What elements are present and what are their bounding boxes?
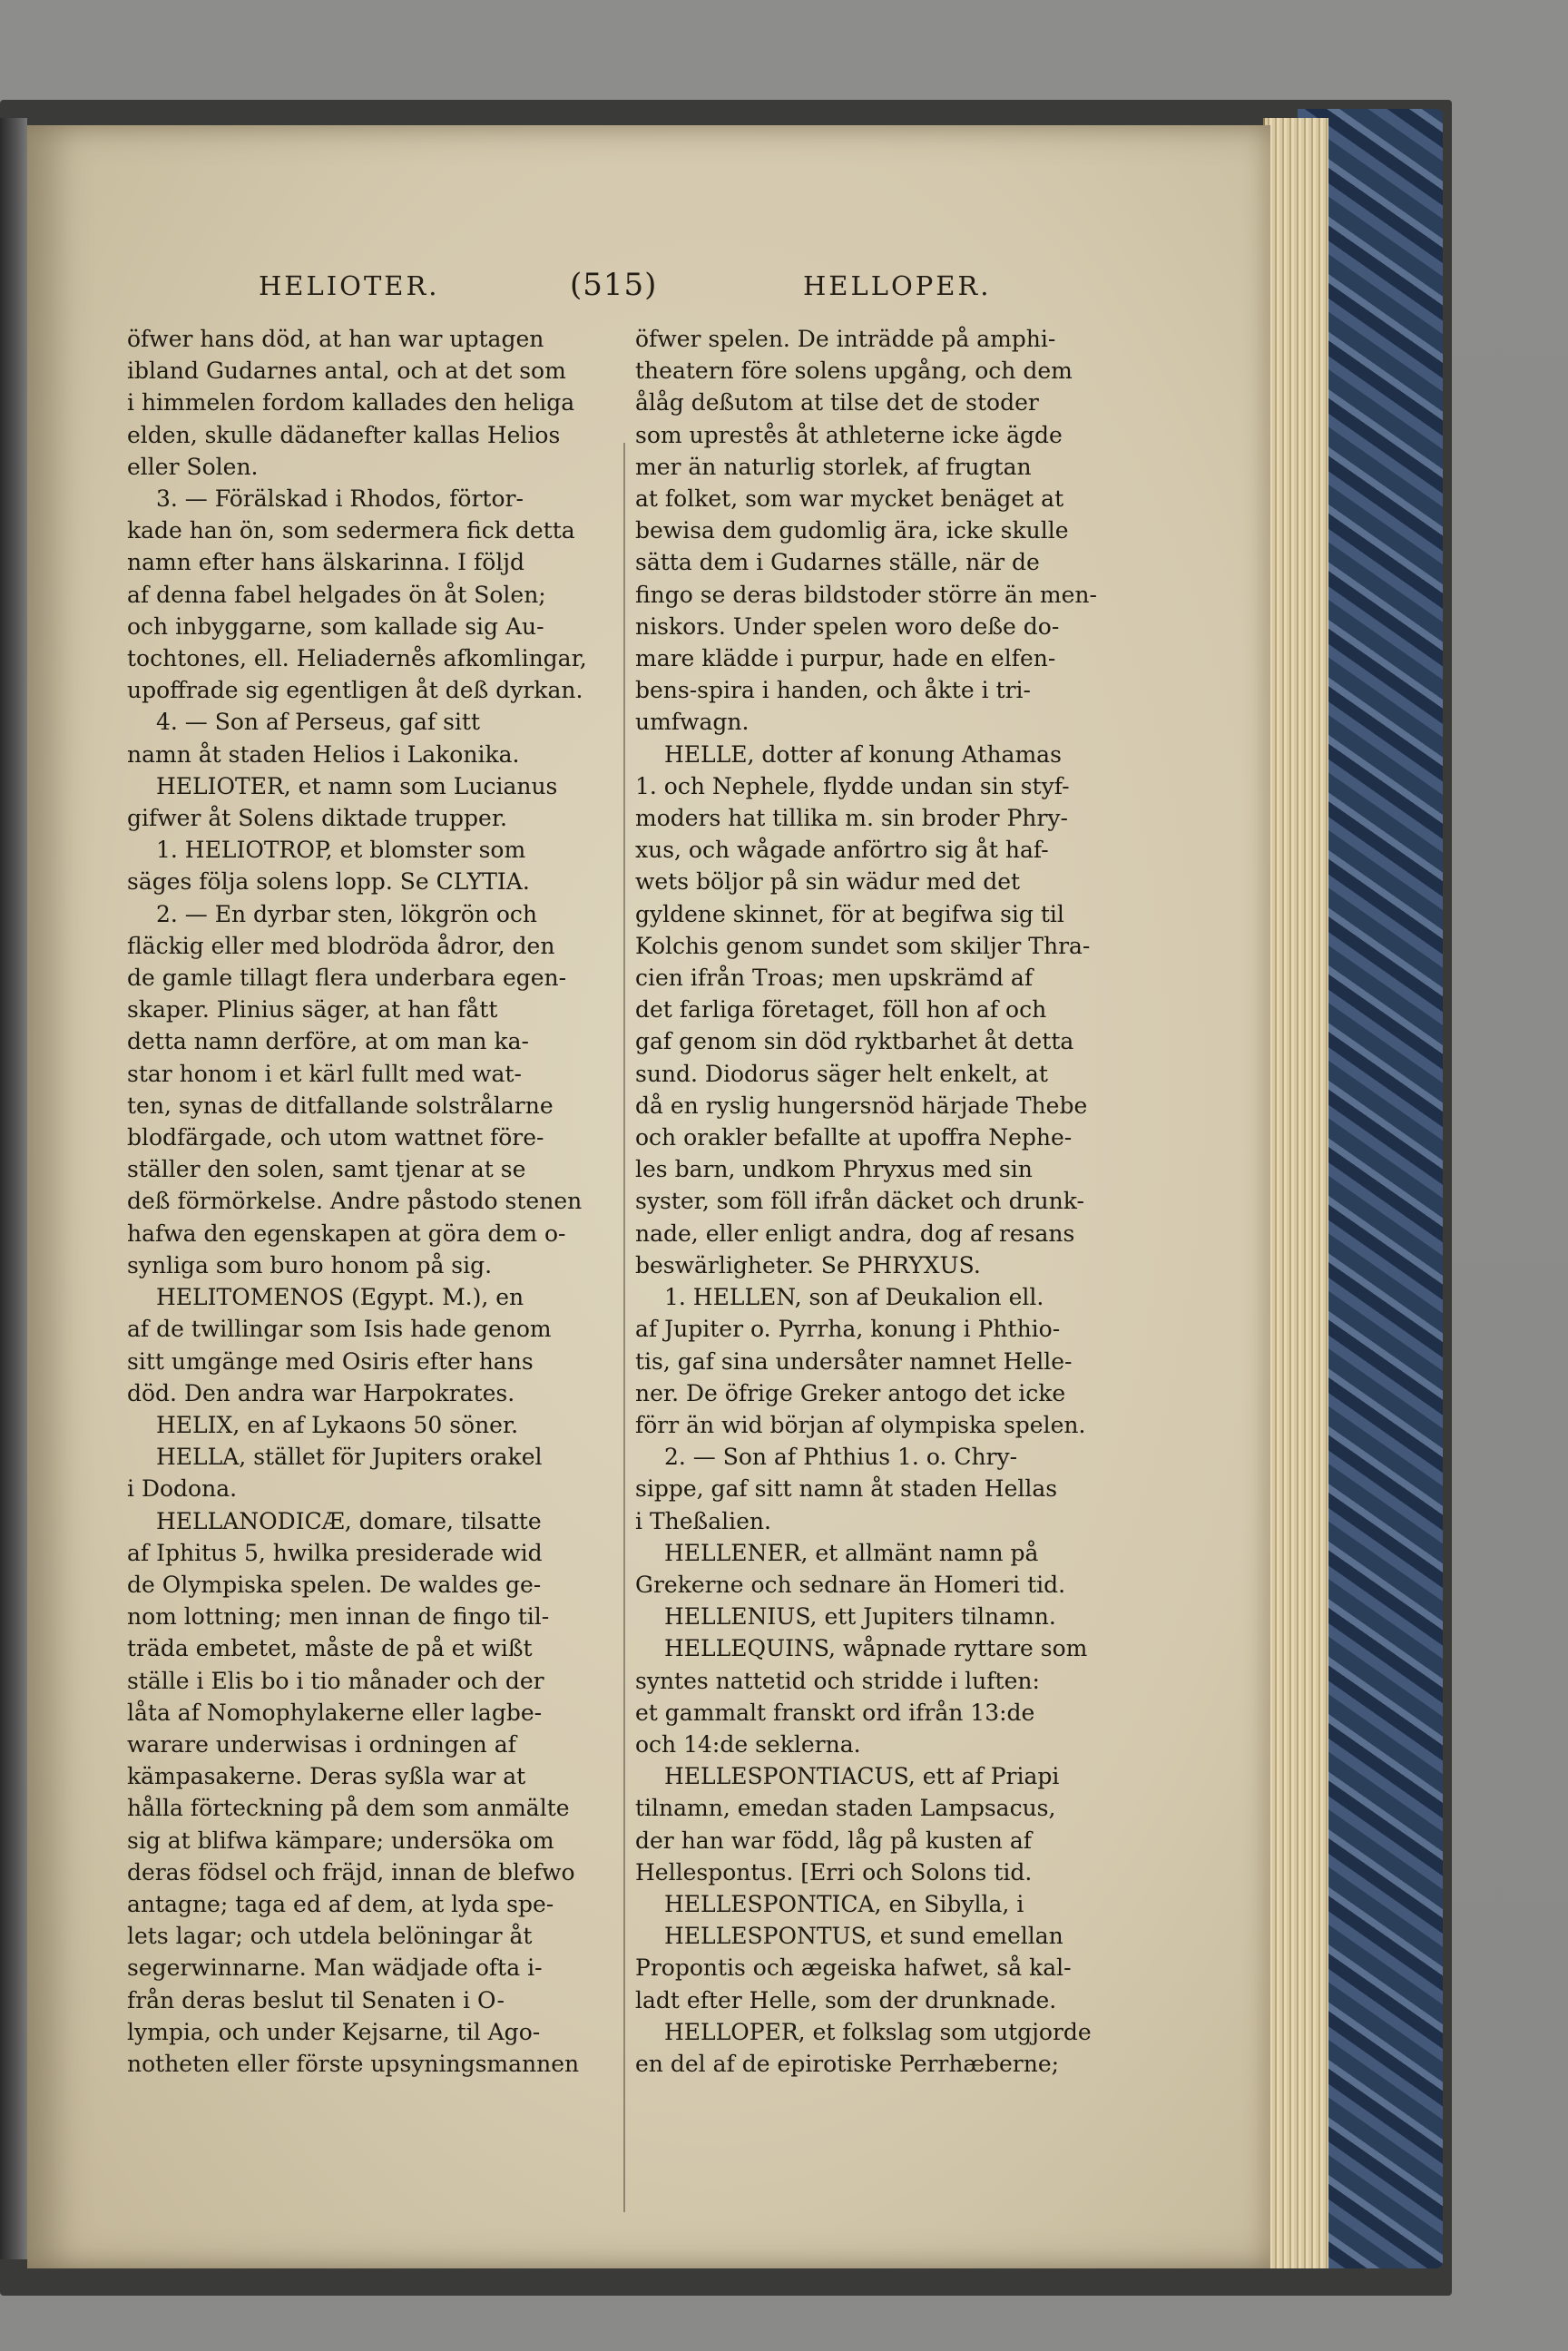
text-line: fingo se deras bildstoder större än men- xyxy=(635,581,1097,608)
text-line: ner. De öfrige Greker antogo det icke xyxy=(635,1379,1066,1406)
text-line: HELITOMENOS (Egypt. M.), en xyxy=(156,1284,524,1311)
text-line: HELLENER, et allmänt namn på xyxy=(664,1539,1039,1566)
text-line: tis, gaf sina undersåter namnet Helle- xyxy=(635,1347,1073,1375)
text-line: 1. och Nephele, flydde undan sin styf- xyxy=(635,772,1070,799)
text-line: skaper. Plinius säger, at han fått xyxy=(127,996,498,1024)
text-line: der han war född, låg på kusten af xyxy=(635,1827,1032,1854)
text-line: och orakler befallte at upoffra Nephe- xyxy=(635,1124,1073,1151)
text-line: af Iphitus 5, hwilka presiderade wid xyxy=(127,1539,543,1566)
text-line: sig at blifwa kämpare; undersöka om xyxy=(127,1827,554,1854)
text-line: HELLESPONTUS, et sund emellan xyxy=(664,1923,1063,1950)
text-line: ställer den solen, samt tjenar at se xyxy=(127,1156,526,1183)
text-line: i Theßalien. xyxy=(635,1507,771,1534)
text-line: HELLESPONTICA, en Sibylla, i xyxy=(664,1890,1024,1917)
text-line: upoffrade sig egentligen åt deß dyrkan. xyxy=(127,677,583,704)
text-line: sätta dem i Gudarnes ställe, när de xyxy=(635,549,1040,576)
text-line: 3. — Förälskad i Rhodos, förtor- xyxy=(156,485,524,513)
text-line: 1. HELLEN, son af Deukalion ell. xyxy=(664,1284,1044,1311)
text-line: les barn, undkom Phryxus med sin xyxy=(635,1156,1033,1183)
text-line: HELLEQUINS, wåpnade ryttare som xyxy=(664,1635,1088,1662)
text-line: gifwer åt Solens diktade trupper. xyxy=(127,805,507,832)
page-edges xyxy=(1263,118,1328,2268)
text-line: lympia, och under Kejsarne, til Ago- xyxy=(127,2018,541,2045)
text-line: kämpasakerne. Deras syßla war at xyxy=(127,1763,526,1790)
text-line: namn efter hans älskarinna. I följd xyxy=(127,549,525,576)
text-line: tochtones, ell. Heliaderne̊s afkomlingar, xyxy=(127,645,587,672)
text-line: då en ryslig hungersnöd härjade Thebe xyxy=(635,1092,1088,1119)
text-line: ten, synas de ditfallande solstrålarne xyxy=(127,1092,554,1119)
text-line: af Jupiter o. Pyrrha, konung i Phthio- xyxy=(635,1316,1061,1343)
text-line: en del af de epirotiske Perrhæberne; xyxy=(635,2050,1060,2077)
text-line: de gamle tillagt flera underbara egen- xyxy=(127,965,567,992)
text-line: HELIX, en af Lykaons 50 söner. xyxy=(156,1411,519,1438)
text-line: 2. — En dyrbar sten, lökgrön och xyxy=(156,900,537,927)
text-line: af de twillingar som Isis hade genom xyxy=(127,1316,552,1343)
text-line: syster, som föll ifrån däcket och drunk- xyxy=(635,1188,1084,1215)
text-line: och inbyggarne, som kallade sig Au- xyxy=(127,612,544,640)
text-line: ställe i Elis bo i tio månader och der xyxy=(127,1667,544,1694)
column-divider xyxy=(623,443,625,2212)
text-line: ladt efter Helle, som der drunknade. xyxy=(635,1986,1057,2013)
page-number: (515) xyxy=(570,267,658,303)
text-line: som upreste̊s åt athleterne icke ägde xyxy=(635,421,1063,448)
text-line: Hellespontus. [Erri och Solons tid. xyxy=(635,1858,1033,1886)
text-line: det farliga företaget, föll hon af och xyxy=(635,996,1047,1024)
text-line: fläckig eller med blodröda ådror, den xyxy=(127,932,555,959)
text-line: beswärligheter. Se PHRYXUS. xyxy=(635,1251,981,1278)
text-line: säges följa solens lopp. Se CLYTIA. xyxy=(127,868,530,896)
text-line: star honom i et kärl fullt med wat- xyxy=(127,1060,522,1087)
text-line: hålla förteckning på dem som anmälte xyxy=(127,1795,570,1822)
text-line: namn åt staden Helios i Lakonika. xyxy=(127,740,520,768)
text-line: warare underwisas i ordningen af xyxy=(127,1730,516,1758)
running-head-left: HELIOTER. xyxy=(259,270,440,301)
text-line: blodfärgade, och utom wattnet före- xyxy=(127,1124,544,1151)
text-line: gaf genom sin död ryktbarhet åt detta xyxy=(635,1028,1074,1055)
text-line: 1. HELIOTROP, et blomster som xyxy=(156,837,526,864)
text-line: et gammalt franskt ord ifrån 13:de xyxy=(635,1699,1035,1726)
running-head-right: HELLOPER. xyxy=(803,270,992,301)
text-line: syntes nattetid och stridde i luften: xyxy=(635,1667,1040,1694)
text-line: af denna fabel helgades ön åt Solen; xyxy=(127,581,546,608)
text-line: Kolchis genom sundet som skiljer Thra- xyxy=(635,932,1091,959)
text-line: moders hat tillika m. sin broder Phry- xyxy=(635,805,1068,832)
text-line: 4. — Son af Perseus, gaf sitt xyxy=(156,709,480,736)
text-line: at folket, som war mycket benäget at xyxy=(635,485,1064,513)
text-line: mer än naturlig storlek, af frugtan xyxy=(635,453,1032,480)
text-line: synliga som buro honom på sig. xyxy=(127,1251,493,1278)
running-head xyxy=(27,267,1270,316)
text-line: 2. — Son af Phthius 1. o. Chry- xyxy=(664,1444,1018,1471)
text-line: bens-spira i handen, och åkte i tri- xyxy=(635,677,1031,704)
text-line: hafwa den egenskapen at göra dem o- xyxy=(127,1220,566,1247)
text-line: umfwagn. xyxy=(635,709,750,736)
text-line: lets lagar; och utdela belöningar åt xyxy=(127,1923,533,1950)
text-line: HELLOPER, et folkslag som utgjorde xyxy=(664,2018,1092,2045)
text-line: och 14:de seklerna. xyxy=(635,1730,861,1758)
text-line: låta af Nomophylakerne eller lagbe- xyxy=(127,1699,543,1726)
text-line: ålåg deßutom at tilse det de stoder xyxy=(635,389,1039,416)
text-line: i himmelen fordom kallades den heliga xyxy=(127,389,575,416)
text-line: öfwer hans död, at han war uptagen xyxy=(127,326,544,352)
text-line: deras födsel och fräjd, innan de blefwo xyxy=(127,1858,575,1886)
text-line: Grekerne och sednare än Homeri tid. xyxy=(635,1571,1066,1598)
text-line: xus, och wågade anförtro sig åt haf- xyxy=(635,837,1049,864)
text-line: bewisa dem gudomlig ära, icke skulle xyxy=(635,517,1069,544)
text-line: ibland Gudarnes antal, och at det som xyxy=(127,358,566,385)
text-line: cien ifrån Troas; men upskrämd af xyxy=(635,965,1034,992)
text-line: nade, eller enligt andra, dog af resans xyxy=(635,1220,1075,1247)
text-line: tilnamn, emedan staden Lampsacus, xyxy=(635,1795,1056,1822)
text-line: kade han ön, som sedermera fick detta xyxy=(127,517,575,544)
text-line: öfwer spelen. De inträdde på amphi- xyxy=(635,326,1056,352)
text-line: HELLA, stället för Jupiters orakel xyxy=(156,1444,543,1471)
text-line: niskors. Under spelen woro deße do- xyxy=(635,612,1060,640)
text-line: antagne; taga ed af dem, at lyda spe- xyxy=(127,1890,554,1917)
text-line: död. Den andra war Harpokrates. xyxy=(127,1379,515,1406)
book-page xyxy=(27,125,1270,2268)
book-cover-left xyxy=(0,118,27,2259)
text-line: eller Solen. xyxy=(127,453,259,480)
text-line: segerwinnarne. Man wädjade ofta i- xyxy=(127,1954,543,1982)
text-line: detta namn derföre, at om man ka- xyxy=(127,1028,529,1055)
text-line: notheten eller förste upsyningsmannen xyxy=(127,2050,580,2077)
text-line: mare klädde i purpur, hade en elfen- xyxy=(635,645,1056,672)
text-line: i Dodona. xyxy=(127,1475,238,1503)
left-column xyxy=(127,323,632,2080)
text-line: HELLESPONTIACUS, ett af Priapi xyxy=(664,1763,1060,1790)
text-line: theatern före solens upgång, och dem xyxy=(635,358,1073,385)
text-line: elden, skulle dädanefter kallas Helios xyxy=(127,421,561,448)
text-line: wets böljor på sin wädur med det xyxy=(635,868,1021,896)
text-line: Propontis och ægeiska hafwet, så kal- xyxy=(635,1954,1072,1982)
text-line: förr än wid början af olympiska spelen. xyxy=(635,1411,1086,1438)
right-column xyxy=(635,323,1143,2080)
text-line: gyldene skinnet, för at begifwa sig til xyxy=(635,900,1064,927)
text-line: nom lottning; men innan de fingo til- xyxy=(127,1603,550,1631)
text-line: HELLANODICÆ, domare, tilsatte xyxy=(156,1507,542,1534)
text-line: sippe, gaf sitt namn åt staden Hellas xyxy=(635,1475,1058,1503)
text-line: HELIOTER, et namn som Lucianus xyxy=(156,772,558,799)
text-line: från deras beslut til Senaten i O- xyxy=(127,1986,505,2013)
text-line: HELLENIUS, ett Jupiters tilnamn. xyxy=(664,1603,1056,1631)
text-line: träda embetet, måste de på et wißt xyxy=(127,1635,533,1662)
text-line: HELLE, dotter af konung Athamas xyxy=(664,740,1062,768)
text-line: sitt umgänge med Osiris efter hans xyxy=(127,1347,534,1375)
text-line: sund. Diodorus säger helt enkelt, at xyxy=(635,1060,1048,1087)
text-line: deß förmörkelse. Andre påstodo stenen xyxy=(127,1188,583,1215)
text-line: de Olympiska spelen. De waldes ge- xyxy=(127,1571,542,1598)
